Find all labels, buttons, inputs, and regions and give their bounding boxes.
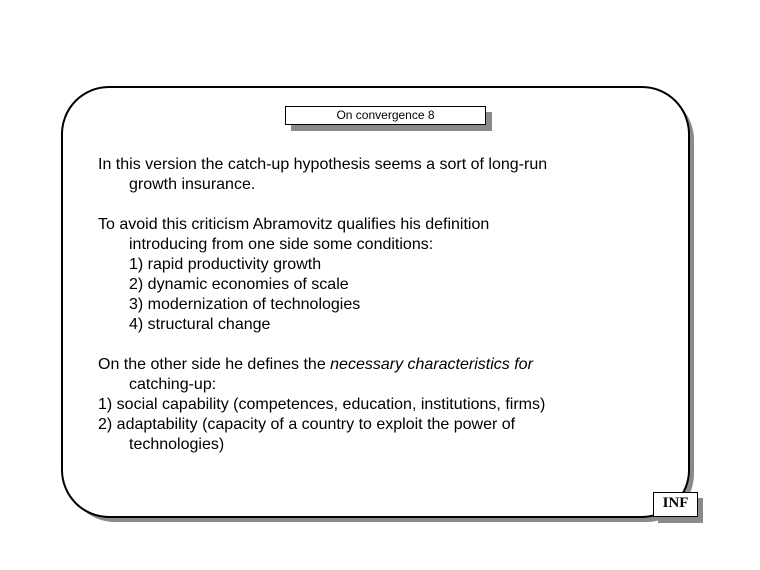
condition-item: 1) rapid productivity growth <box>129 256 322 273</box>
slide-body <box>98 155 678 455</box>
characteristic-item-cont: technologies) <box>129 436 225 453</box>
paragraph-line: In this version the catch-up hypothesis seems a sort of long-run <box>98 156 548 173</box>
paragraph-characteristics <box>98 355 678 455</box>
paragraph-line: introducing from one side some conditions: <box>129 236 434 253</box>
emphasis-text: necessary characteristics for <box>330 356 533 373</box>
condition-item: 3) modernization of technologies <box>129 296 361 313</box>
characteristic-item: 1) social capability (competences, education, institutions, firms) <box>98 396 546 413</box>
condition-item: 2) dynamic economies of scale <box>129 276 349 293</box>
characteristic-item: 2) adaptability (capacity of a country to exploit the power of <box>98 416 516 433</box>
paragraph-line: catching-up: <box>129 376 217 393</box>
paragraph-line: On the other side he defines the <box>98 356 331 373</box>
paragraph-abramovitz <box>98 215 678 335</box>
inf-badge: INF <box>653 492 698 517</box>
paragraph-catch-up <box>98 155 678 195</box>
paragraph-line: growth insurance. <box>129 176 256 193</box>
slide-title: On convergence 8 <box>285 106 486 125</box>
paragraph-line: To avoid this criticism Abramovitz qualifies his definition <box>98 216 490 233</box>
condition-item: 4) structural change <box>129 316 271 333</box>
